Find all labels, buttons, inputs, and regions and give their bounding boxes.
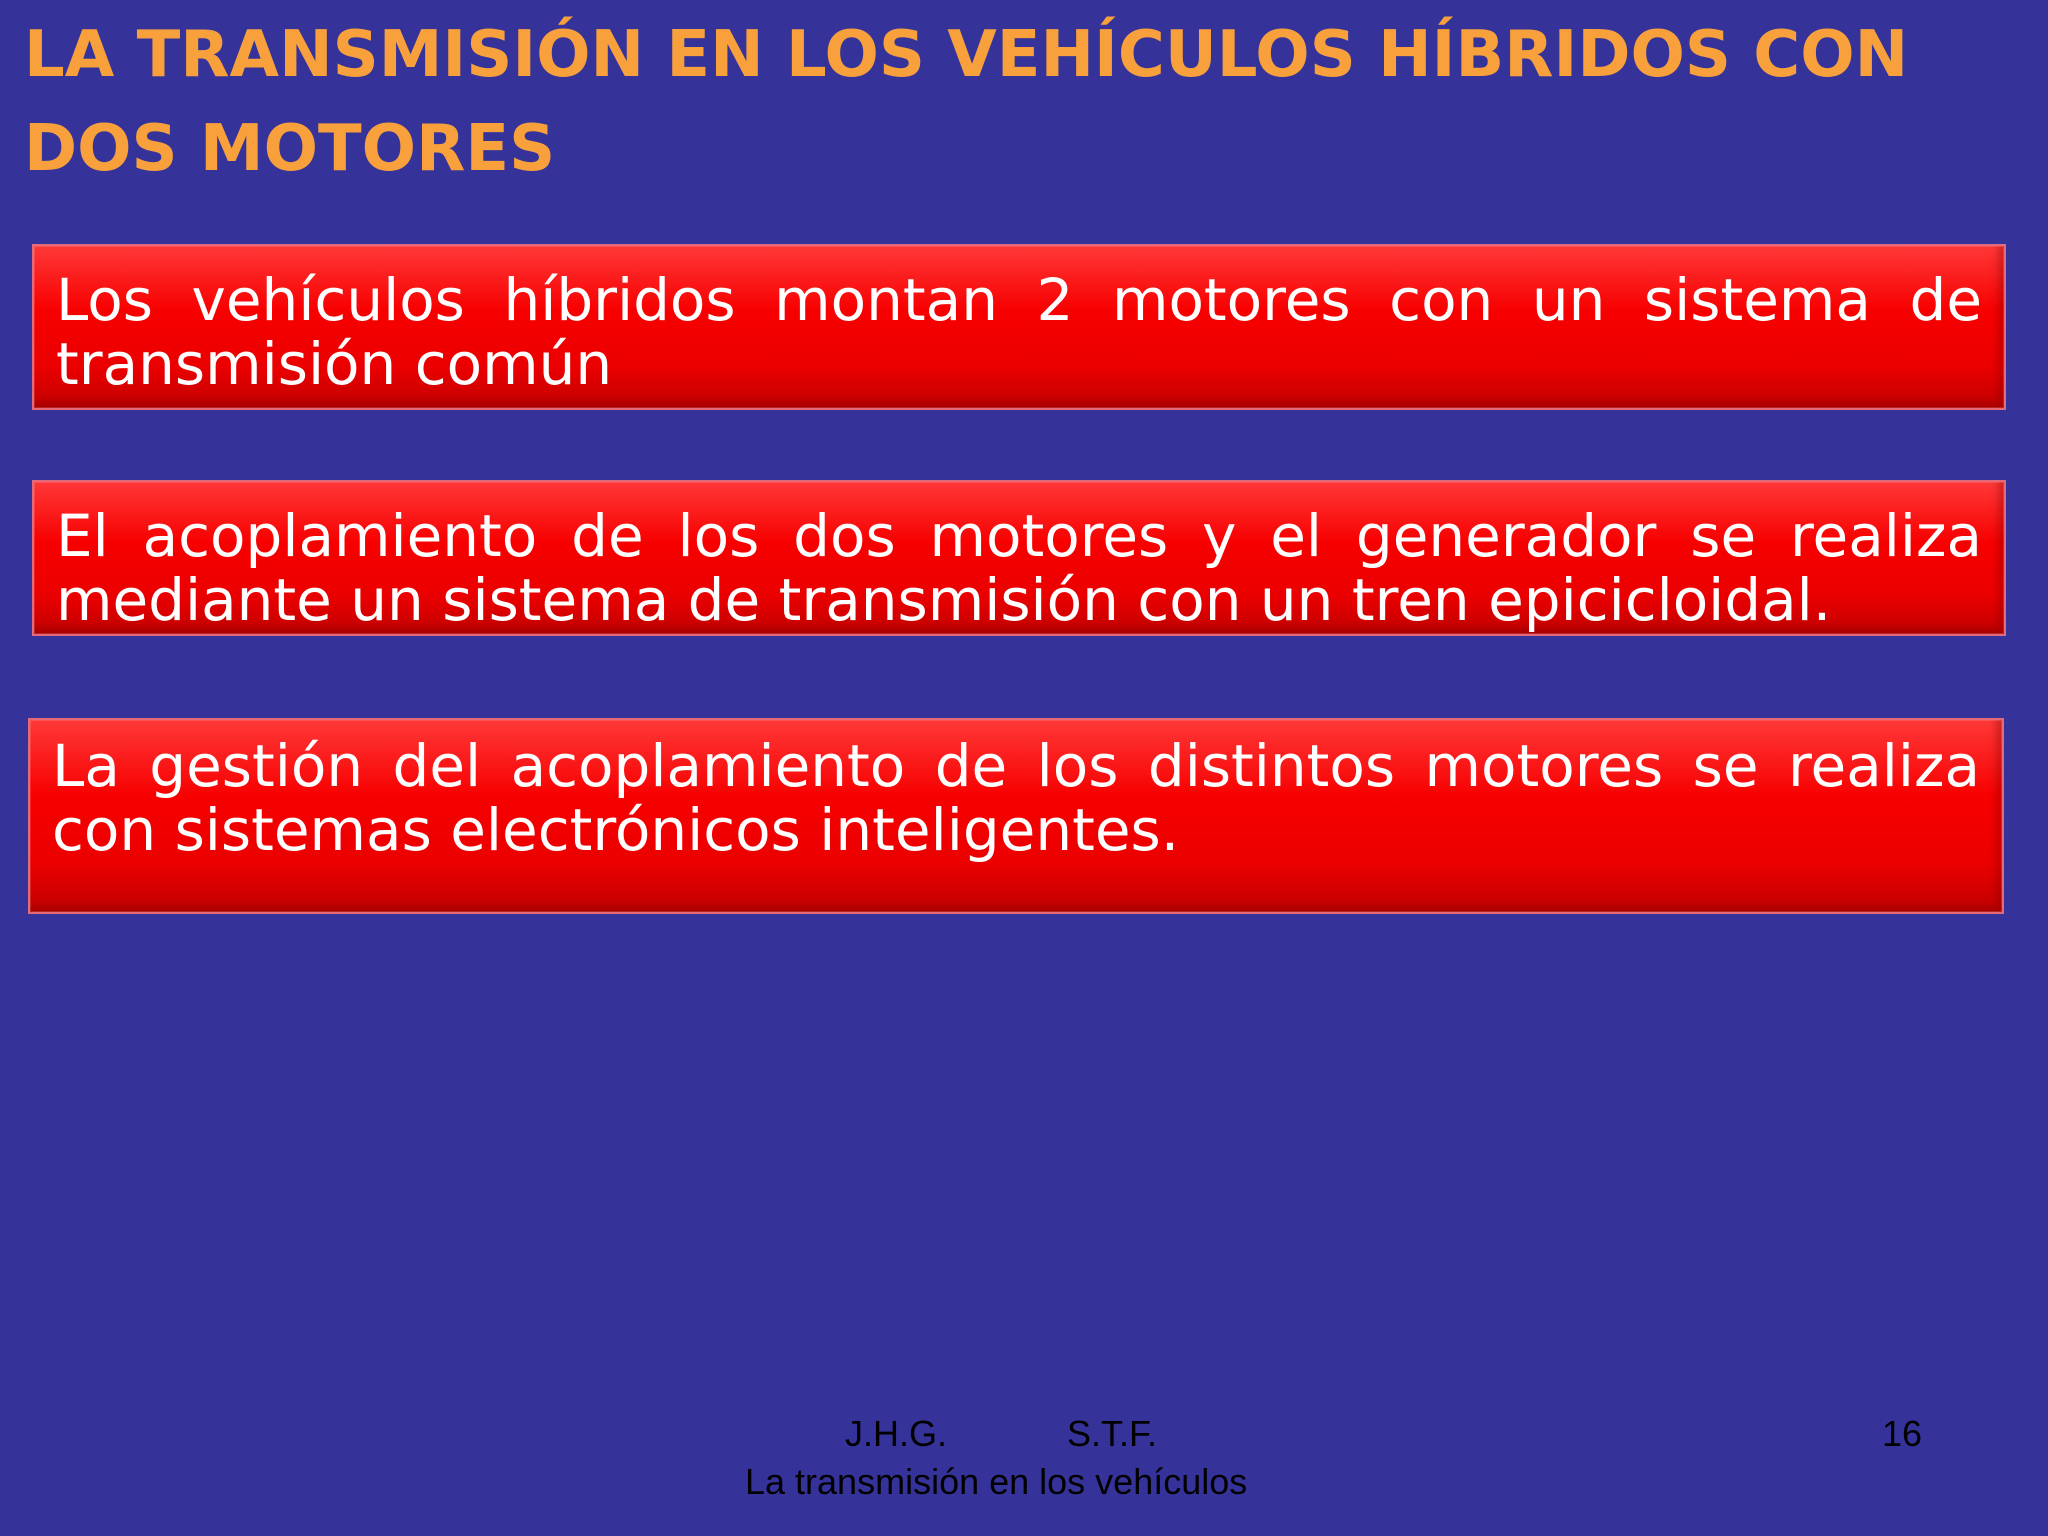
slide-number: 16 bbox=[1882, 1413, 1923, 1454]
callout-text: La gestión del acoplamiento de los distintos motores se realiza con sistemas electrónicos inteligentes. bbox=[52, 732, 1980, 864]
callout-box-two-engines bbox=[32, 244, 2006, 410]
callout-box-management bbox=[28, 718, 2004, 914]
callout-box-coupling bbox=[32, 480, 2006, 636]
slide-title: LA TRANSMISIÓN EN LOS VEHÍCULOS HÍBRIDOS CON DOS MOTORES bbox=[24, 18, 1909, 186]
callout-text: El acoplamiento de los dos motores y el generador se realiza mediante un sistema de transmisión con un tren epicicloidal. bbox=[56, 502, 1982, 634]
footer-subject: La transmisión en los vehículos bbox=[745, 1461, 1248, 1502]
callout-text: Los vehículos híbridos montan 2 motores con un sistema de transmisión común bbox=[56, 266, 1982, 398]
footer-author: J.H.G. S.T.F. bbox=[845, 1413, 1158, 1454]
